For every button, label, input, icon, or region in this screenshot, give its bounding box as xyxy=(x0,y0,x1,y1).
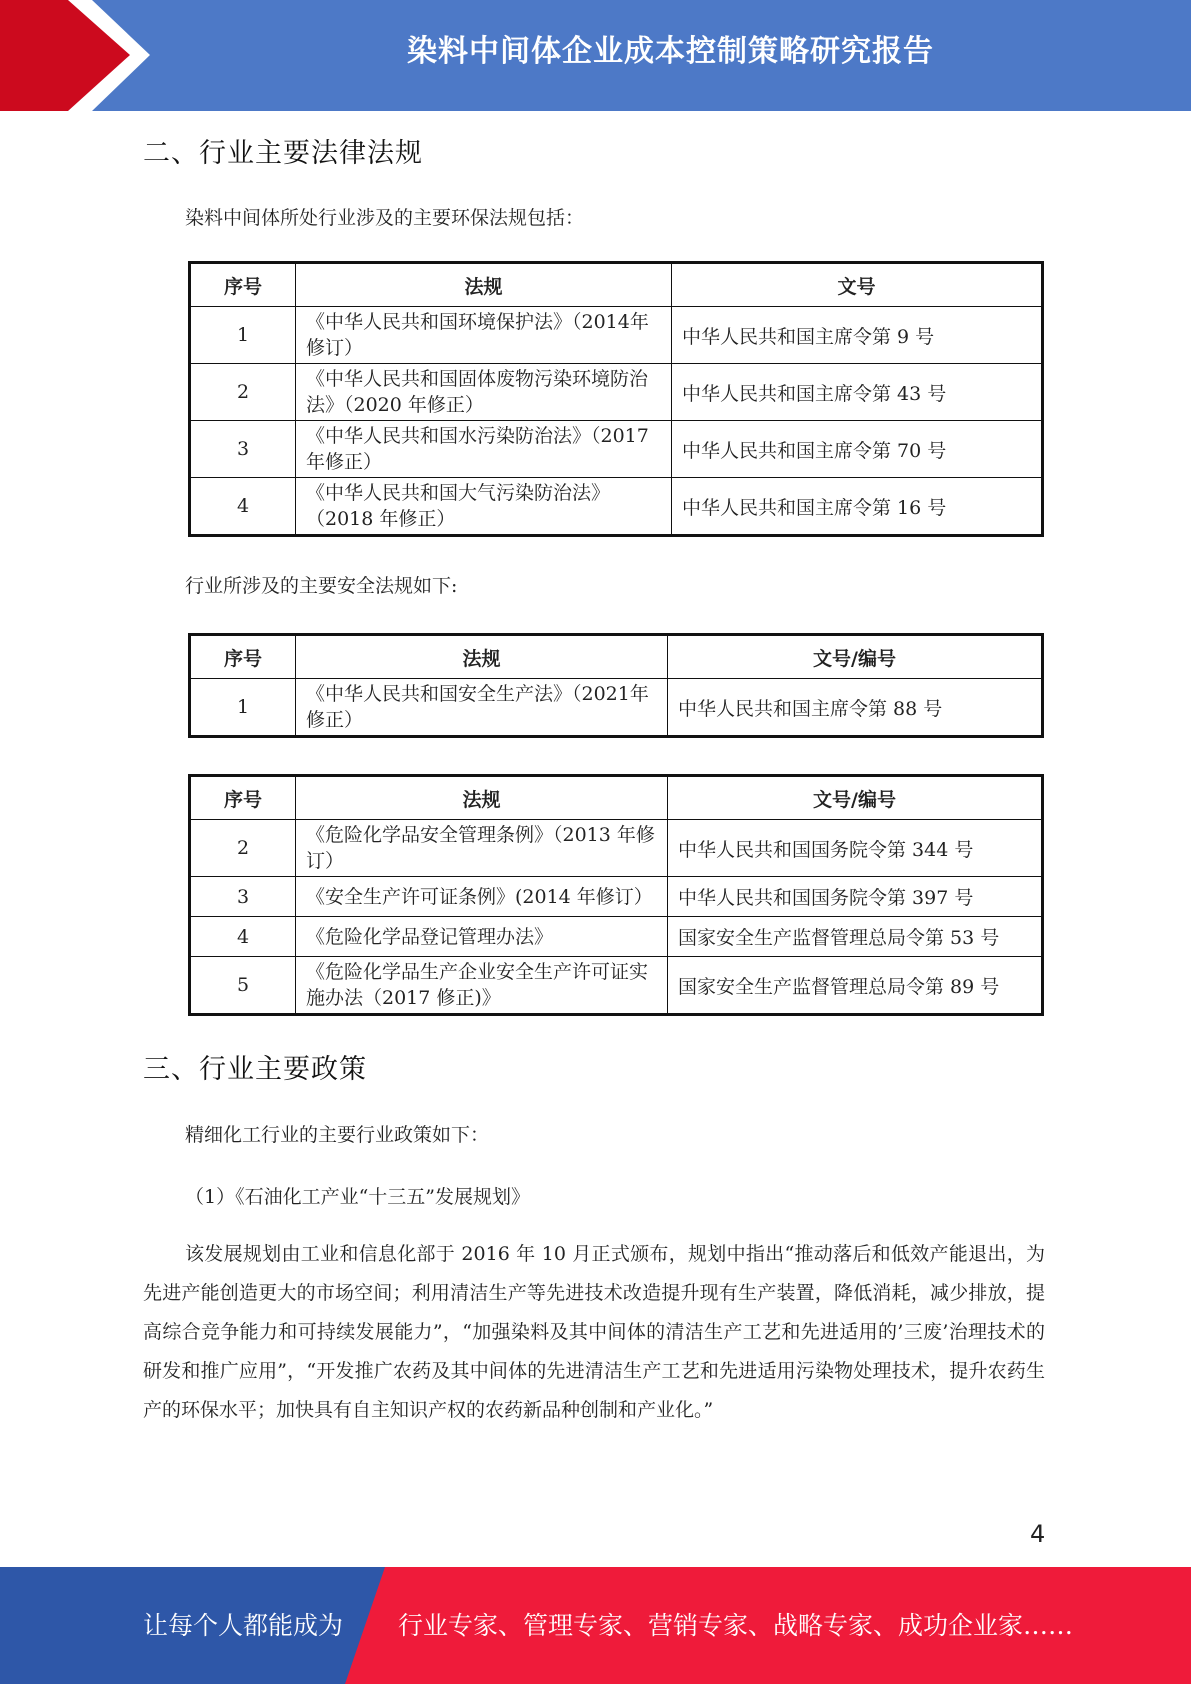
cell-law: 《中华人民共和国固体废物污染环境防治法》（2020 年修正） xyxy=(296,364,672,421)
policy-item-title: （1）《石油化工产业“十三五”发展规划》 xyxy=(185,1186,531,1208)
cell-index: 4 xyxy=(190,917,296,957)
col-header-docno: 文号/编号 xyxy=(668,635,1043,679)
cell-docno: 中华人民共和国国务院令第 397 号 xyxy=(668,877,1043,917)
footer-slogan-right: 行业专家、管理专家、营销专家、战略专家、成功企业家…… xyxy=(398,1611,1074,1640)
env-laws-table xyxy=(188,261,1044,537)
cell-law: 《中华人民共和国安全生产法》（2021年修正） xyxy=(296,679,668,737)
cell-index: 2 xyxy=(190,364,296,421)
col-header-docno: 文号/编号 xyxy=(668,776,1043,820)
cell-index: 3 xyxy=(190,421,296,478)
col-header-law: 法规 xyxy=(296,776,668,820)
cell-docno: 中华人民共和国主席令第 70 号 xyxy=(672,421,1043,478)
table-header-row xyxy=(190,263,1043,307)
report-title: 染料中间体企业成本控制策略研究报告 xyxy=(407,34,934,69)
table-row xyxy=(190,679,1043,737)
cell-index: 1 xyxy=(190,307,296,364)
cell-docno: 国家安全生产监督管理总局令第 53 号 xyxy=(668,917,1043,957)
cell-law: 《中华人民共和国环境保护法》（2014年修订） xyxy=(296,307,672,364)
cell-law: 《中华人民共和国大气污染防治法》（2018 年修正） xyxy=(296,478,672,536)
table-row xyxy=(190,307,1043,364)
col-header-index: 序号 xyxy=(190,776,296,820)
cell-index: 5 xyxy=(190,957,296,1015)
safety-intro-text: 行业所涉及的主要安全法规如下: xyxy=(185,575,458,597)
col-header-law: 法规 xyxy=(296,635,668,679)
cell-index: 1 xyxy=(190,679,296,737)
table-row xyxy=(190,877,1043,917)
table-row xyxy=(190,820,1043,877)
safety-laws-table-1 xyxy=(188,633,1044,738)
page-header xyxy=(0,0,1191,111)
table-row xyxy=(190,364,1043,421)
cell-law: 《安全生产许可证条例》(2014 年修订） xyxy=(296,877,668,917)
footer-slogan-left: 让每个人都能成为 xyxy=(143,1611,344,1640)
safety-laws-table-2 xyxy=(188,774,1044,1016)
cell-law: 《危险化学品安全管理条例》（2013 年修订） xyxy=(296,820,668,877)
section-heading-policies: 三、行业主要政策 xyxy=(143,1054,367,1085)
col-header-docno: 文号 xyxy=(672,263,1043,307)
section-heading-laws: 二、行业主要法律法规 xyxy=(143,138,423,169)
table-row xyxy=(190,478,1043,536)
cell-docno: 中华人民共和国主席令第 43 号 xyxy=(672,364,1043,421)
cell-index: 4 xyxy=(190,478,296,536)
col-header-index: 序号 xyxy=(190,263,296,307)
cell-docno: 国家安全生产监督管理总局令第 89 号 xyxy=(668,957,1043,1015)
cell-docno: 中华人民共和国主席令第 88 号 xyxy=(668,679,1043,737)
cell-index: 2 xyxy=(190,820,296,877)
table-row xyxy=(190,917,1043,957)
col-header-law: 法规 xyxy=(296,263,672,307)
page-footer xyxy=(0,1567,1191,1684)
cell-law: 《危险化学品生产企业安全生产许可证实施办法（2017 修正)》 xyxy=(296,957,668,1015)
cell-law: 《中华人民共和国水污染防治法》（2017 年修正） xyxy=(296,421,672,478)
col-header-index: 序号 xyxy=(190,635,296,679)
cell-docno: 中华人民共和国国务院令第 344 号 xyxy=(668,820,1043,877)
cell-law: 《危险化学品登记管理办法》 xyxy=(296,917,668,957)
table-row xyxy=(190,421,1043,478)
table-row xyxy=(190,957,1043,1015)
cell-index: 3 xyxy=(190,877,296,917)
table-header-row xyxy=(190,635,1043,679)
policy-intro-text: 精细化工行业的主要行业政策如下： xyxy=(185,1124,490,1146)
cell-docno: 中华人民共和国主席令第 16 号 xyxy=(672,478,1043,536)
cell-docno: 中华人民共和国主席令第 9 号 xyxy=(672,307,1043,364)
page-number: 4 xyxy=(1030,1520,1046,1548)
table-header-row xyxy=(190,776,1043,820)
env-intro-text: 染料中间体所处行业涉及的主要环保法规包括： xyxy=(185,207,585,229)
policy-item-body: 该发展规划由工业和信息化部于 2016 年 10 月正式颁布，规划中指出“推动落后和低效产能退出，为先进产能创造更大的市场空间；利用清洁生产等先进技术改造提升现有生产装置，降低消耗，减少排放，提高综合竞争能力和可持续发展能力”，“加强染料及其中间体的清洁生产工艺和先进适用的’三废’治理技术的研发和推广应用”，“开发推广农药及其中间体的先进清洁生产工艺和先进适用污染物处理技术，提升农药生产的环保水平；加快具有自主知识产权的农药新品种创制和产业化。” xyxy=(143,1243,1045,1421)
